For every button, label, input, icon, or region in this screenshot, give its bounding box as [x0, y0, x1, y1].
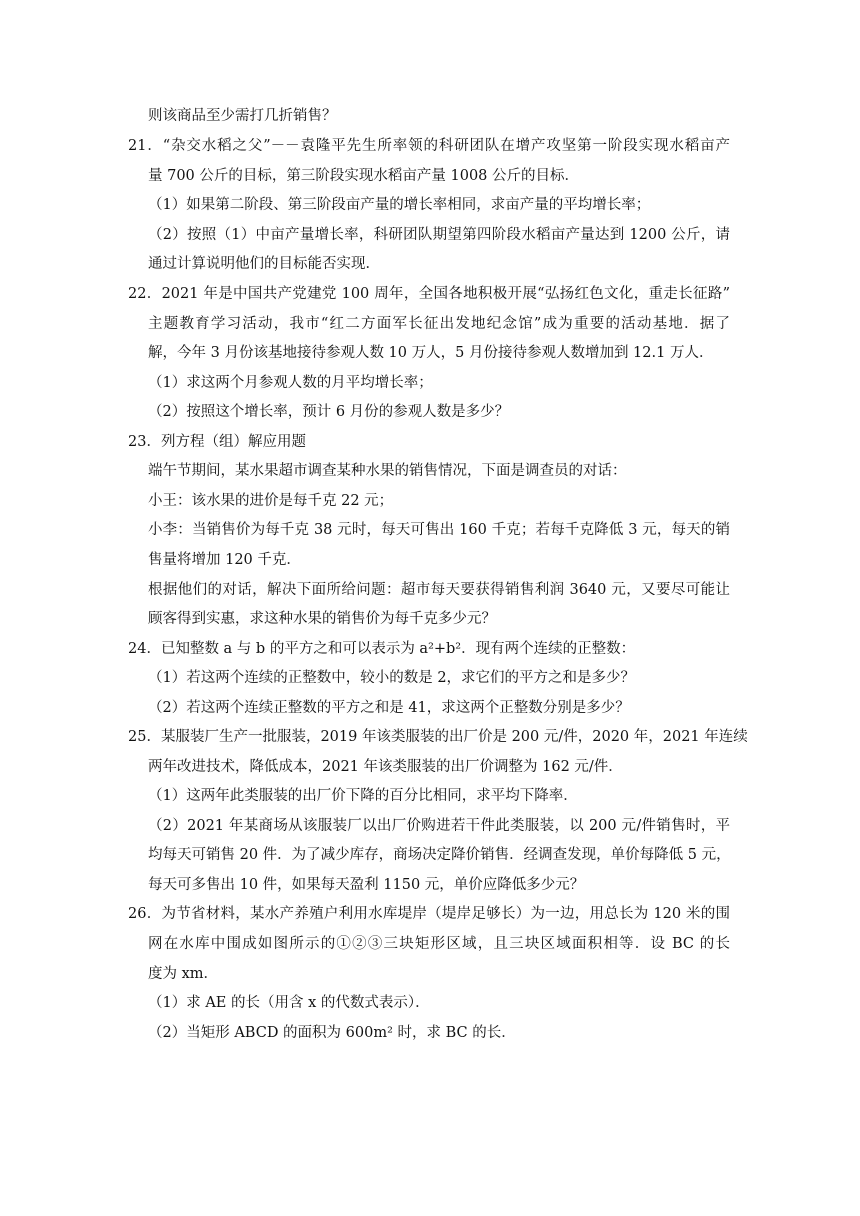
text-line: 小王：该水果的进价是每千克 22 元； — [148, 493, 394, 509]
question-22: 22．2021 年是中国共产党建党 100 周年，全国各地积极开展“弘扬红色文化，重走长征路” — [128, 286, 730, 302]
sub-question: （1）这两年此类服装的出厂价下降的百分比相同，求平均下降率． — [148, 788, 578, 804]
sub-question: （2）2021 年某商场从该服装厂以出厂价购进若干件此类服装，以 200 元/件销售时，平 — [148, 818, 730, 834]
sub-question: （2）按照这个增长率，预计 6 月份的参观人数是多少？ — [148, 404, 510, 420]
text-line: 均每天可销售 20 件．为了减少库存，商场决定降价销售．经调查发现，单价每降低 5 元， — [148, 847, 731, 863]
sub-question: （1）如果第二阶段、第三阶段亩产量的增长率相同，求亩产量的平均增长率； — [148, 197, 651, 213]
sub-question: （1）求这两个月参观人数的月平均增长率； — [148, 375, 433, 391]
question-26: 26．为节省材料，某水产养殖户利用水库堤岸（堤岸足够长）为一边，用总长为 120 米的围 — [128, 906, 730, 922]
sub-question: （2）按照（1）中亩产量增长率，科研团队期望第四阶段水稻亩产量达到 1200 公斤，请 — [148, 227, 730, 243]
sub-question: （2）当矩形 ABCD 的面积为 600m² 时，求 BC 的长． — [148, 1025, 516, 1041]
text-line: 量 700 公斤的目标，第三阶段实现水稻亩产量 1008 公斤的目标． — [148, 168, 580, 184]
text-line: 顾客得到实惠，求这种水果的销售价为每千克多少元？ — [148, 611, 496, 627]
text-line: 主题教育学习活动，我市“红二方面军长征出发地纪念馆”成为重要的活动基地．据了 — [148, 316, 730, 332]
text-line: 通过计算说明他们的目标能否实现． — [148, 256, 380, 272]
question-24: 24．已知整数 a 与 b 的平方之和可以表示为 a²+b²．现有两个连续的正整数： — [128, 641, 636, 657]
text-line: 售量将增加 120 千克． — [148, 552, 301, 568]
question-21: 21．“杂交水稻之父”－－袁隆平先生所率领的科研团队在增产攻坚第一阶段实现水稻亩产 — [128, 138, 730, 154]
text-line: 则该商品至少需打几折销售？ — [148, 108, 337, 124]
question-25: 25．某服装厂生产一批服装，2019 年该类服装的出厂价是 200 元/件，2020 年，2021 年连续 — [128, 729, 748, 745]
text-line: 每天可多售出 10 件，如果每天盈利 1150 元，单价应降低多少元？ — [148, 877, 585, 893]
text-line: 度为 xm． — [148, 966, 219, 982]
sub-question: （1）求 AE 的长（用含 x 的代数式表示）． — [148, 995, 430, 1011]
text-line: 解，今年 3 月份该基地接待参观人数 10 万人，5 月份接待参观人数增加到 12.1 万人． — [148, 345, 714, 361]
text-line: 根据他们的对话，解决下面所给问题：超市每天要获得销售利润 3640 元，又要尽可能让 — [148, 582, 730, 598]
text-line: 网在水库中围成如图所示的①②③三块矩形区域，且三块区域面积相等．设 BC 的长 — [148, 936, 730, 952]
text-line: 两年改进技术，降低成本，2021 年该类服装的出厂价调整为 162 元/件． — [148, 759, 623, 775]
question-23: 23．列方程（组）解应用题 — [128, 434, 306, 450]
sub-question: （2）若这两个连续正整数的平方之和是 41，求这两个正整数分别是多少？ — [148, 700, 630, 716]
text-line: 端午节期间，某水果超市调查某种水果的销售情况，下面是调查员的对话： — [148, 463, 627, 479]
text-line: 小李：当销售价为每千克 38 元时，每天可售出 160 千克；若每千克降低 3 元，每天的销 — [148, 522, 730, 538]
sub-question: （1）若这两个连续的正整数中，较小的数是 2，求它们的平方之和是多少？ — [148, 670, 636, 686]
